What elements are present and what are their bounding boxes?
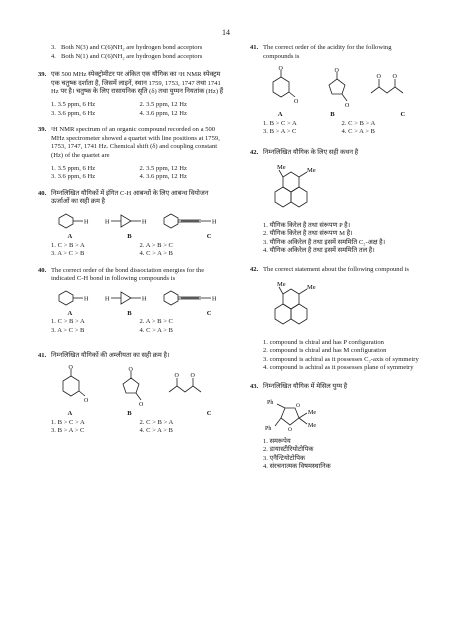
option-text: Both N(1) and C(6)NH₂ are hydrogen bond acceptors xyxy=(61,52,203,60)
svg-text:H: H xyxy=(84,219,89,226)
options xyxy=(263,438,420,472)
structure-labels xyxy=(263,111,420,120)
option: 1. compound is chiral and has P configuration xyxy=(263,338,384,346)
svg-text:H: H xyxy=(105,219,110,226)
question-39-hindi xyxy=(38,71,228,97)
question-text: निम्नलिखित यौगिक में मेसिल युग्म है xyxy=(263,382,348,390)
options xyxy=(263,339,420,373)
question-number: 40. xyxy=(38,266,47,274)
dione-structures-svg xyxy=(263,65,423,109)
svg-text:O: O xyxy=(174,373,179,380)
option: 1. B > C > A xyxy=(51,418,85,426)
option: 1. समरूपेय xyxy=(263,437,291,445)
option: 4. C > A > B xyxy=(139,427,173,435)
option: 3. यौगिक अकिरेल है तथा इसमें सममिति C₂-अक्ष है। xyxy=(263,238,386,246)
dione-structures-svg xyxy=(51,364,226,408)
structure-labels xyxy=(51,233,228,242)
options xyxy=(51,419,228,428)
me-label: Me xyxy=(277,280,286,288)
options xyxy=(51,242,228,251)
dioxolane-svg xyxy=(263,396,333,436)
question-text: निम्नलिखित यौगिक के लिए सही कथन है xyxy=(263,148,359,156)
options xyxy=(263,128,420,137)
option: 3. A > C > B xyxy=(51,250,85,258)
label-c: C xyxy=(400,111,406,119)
options xyxy=(51,101,228,110)
page-number: 14 xyxy=(222,28,230,37)
question-number: 39. xyxy=(38,126,47,134)
svg-text:O: O xyxy=(190,373,195,380)
option: 4. संरचनात्मक विषमस्थानिक xyxy=(263,463,331,471)
options xyxy=(51,173,228,182)
question-43-hindi xyxy=(250,383,420,392)
question-number: 40. xyxy=(38,189,47,197)
option: 1. B > C > A xyxy=(263,119,297,127)
question-number: 42. xyxy=(250,265,259,273)
question-text: निम्नलिखित यौगिकों की अम्लीयता का सही क्रम है। xyxy=(51,351,170,359)
svg-text:H: H xyxy=(212,219,217,226)
label-b: B xyxy=(127,232,132,240)
dioxolane-structure xyxy=(263,396,420,436)
question-number: 39. xyxy=(38,71,47,79)
options xyxy=(263,222,420,256)
option: 4. C > A > B xyxy=(139,327,173,335)
option: 3. 3.6 ppm, 6 Hz xyxy=(51,173,96,181)
option: 4. compound is achiral as it possesses plane of symmetry xyxy=(263,364,414,372)
me-label: Me xyxy=(308,409,316,416)
option: 3. compound is achiral as it possesses C₂-axis of symmetry xyxy=(263,355,419,363)
ch-bond-structures xyxy=(51,211,228,231)
option: 2. डायास्टीरियोटोपिक xyxy=(263,446,314,454)
me-label: Me xyxy=(308,422,316,429)
options xyxy=(51,110,228,119)
option: 2. C > B > A xyxy=(139,418,174,426)
option: 4. C > A > B xyxy=(341,128,375,136)
question-text: The correct statement about the following compound is xyxy=(263,265,409,273)
option: 2. compound is chiral and has M configuration xyxy=(263,347,387,355)
dione-structures xyxy=(263,65,420,109)
question-41-english xyxy=(250,44,420,61)
option: 3. A > C > B xyxy=(51,327,85,335)
option: 1. 3.5 ppm, 6 Hz xyxy=(51,164,96,172)
option: 3. एनैन्टियोटोपिक xyxy=(263,454,306,462)
me-label: Me xyxy=(277,163,286,171)
helicene-structure xyxy=(263,162,420,220)
question-text: The correct order of the acidity for the following compounds is xyxy=(263,44,392,60)
ch-structures-svg xyxy=(51,288,226,308)
option: 3. B > A > C xyxy=(51,427,85,435)
option: 2. 3.5 ppm, 12 Hz xyxy=(139,164,187,172)
svg-text:H: H xyxy=(84,296,89,303)
label-a: A xyxy=(277,111,283,119)
svg-text:H: H xyxy=(105,296,110,303)
ph-label: Ph xyxy=(265,425,272,432)
label-a: A xyxy=(67,232,73,240)
label-b: B xyxy=(127,309,132,317)
options xyxy=(51,427,228,436)
option: 4. 3.6 ppm, 12 Hz xyxy=(139,109,187,117)
option: 2. A > B > C xyxy=(139,318,173,326)
label-b: B xyxy=(127,410,132,418)
me-label: Me xyxy=(307,166,316,174)
ch-bond-structures xyxy=(51,288,228,308)
option: 4. C > A > B xyxy=(139,250,173,258)
option-text: Both N(3) and C(6)NH₂ are hydrogen bond acceptors xyxy=(61,44,203,51)
question-number: 41. xyxy=(250,44,259,51)
question-39-english xyxy=(38,126,228,160)
left-column xyxy=(38,44,228,436)
option: 2. A > B > C xyxy=(139,241,173,249)
question-number: 41. xyxy=(38,351,47,359)
option: 2. C > B > A xyxy=(341,119,376,127)
question-number: 42. xyxy=(250,148,259,156)
question-number: 43. xyxy=(250,382,259,390)
options xyxy=(51,327,228,336)
svg-text:O: O xyxy=(376,74,381,81)
right-column xyxy=(250,44,420,472)
question-text: निम्नलिखित यौगिकों में इंगित C-H आबन्धों के लिए आबन्ध वियोजन ऊर्जाओं का सही क्रम है xyxy=(51,189,209,206)
svg-text:H: H xyxy=(212,296,217,303)
options xyxy=(263,120,420,129)
svg-text:O: O xyxy=(139,402,144,409)
option: 4. 3.6 ppm, 12 Hz xyxy=(139,173,187,181)
ch-structures-svg xyxy=(51,211,226,231)
svg-text:O: O xyxy=(278,66,283,73)
svg-text:O: O xyxy=(294,99,299,106)
q38-tail xyxy=(51,44,228,61)
ph-label: Ph xyxy=(267,399,274,406)
structure-labels xyxy=(51,410,228,419)
label-c: C xyxy=(206,232,212,240)
svg-text:O: O xyxy=(334,68,339,75)
option: 2. यौगिक किरेल है तथा संरूपण M है। xyxy=(263,230,353,238)
label-c: C xyxy=(206,410,212,418)
option-number: 4. xyxy=(51,52,56,60)
question-40-hindi xyxy=(38,190,228,207)
question-40-english xyxy=(38,267,228,284)
svg-text:O: O xyxy=(68,365,73,372)
question-42-hindi xyxy=(250,149,420,158)
option-number: 3. xyxy=(51,44,56,51)
option: 1. 3.5 ppm, 6 Hz xyxy=(51,100,96,108)
svg-text:O: O xyxy=(288,426,292,433)
svg-text:O: O xyxy=(84,398,89,405)
label-b: B xyxy=(330,111,335,119)
question-41-hindi xyxy=(38,352,228,361)
option: 3. B > A > C xyxy=(263,128,297,136)
question-text: एक 500 MHz स्पेक्ट्रोमीटर पर अंकित एक यौगिक का ¹H NMR स्पेक्ट्रम एक चतुष्क दर्शाता है, जिसमें लाइनें, स्थान 1759, 1753, 1747 तथा 1741 Hz पर है। चतुष्क के लिए रासायनिक सृति (δ) तथा युग्मन नियतांक (Hz) हैं xyxy=(51,71,224,96)
svg-text:O: O xyxy=(128,367,133,374)
structure-labels xyxy=(51,310,228,319)
helicene-svg xyxy=(263,279,333,337)
option: 1. यौगिक किरेल है तथा संरूपण P है। xyxy=(263,221,351,229)
dione-structures xyxy=(51,364,228,408)
option: 1. C > B > A xyxy=(51,241,85,249)
question-text: The correct order of the bond dissociation energies for the indicated C-H bond in following compounds is xyxy=(51,266,205,283)
svg-text:H: H xyxy=(142,296,147,303)
question-text: ¹H NMR spectrum of an organic compound recorded on a 500 MHz spectrometer showed a quartet with line positions at 1759, 1753, 1747, 1741 Hz. Chemical shift (δ) and coupling constant (Hz) of the quartet are xyxy=(51,126,220,159)
label-c: C xyxy=(206,309,212,317)
label-a: A xyxy=(67,410,73,418)
svg-text:O: O xyxy=(296,402,300,409)
question-42-english xyxy=(250,266,420,275)
options xyxy=(51,250,228,259)
option: 3. 3.6 ppm, 6 Hz xyxy=(51,109,96,117)
helicene-structure xyxy=(263,279,420,337)
options xyxy=(51,165,228,174)
helicene-svg xyxy=(263,162,333,220)
option: 1. C > B > A xyxy=(51,318,85,326)
options xyxy=(51,318,228,327)
me-label: Me xyxy=(307,283,316,291)
svg-text:O: O xyxy=(392,74,397,81)
svg-text:H: H xyxy=(142,219,147,226)
svg-text:O: O xyxy=(345,103,350,110)
option: 2. 3.5 ppm, 12 Hz xyxy=(139,100,187,108)
option: 4. यौगिक अकिरेल है तथा इसमें सममिति तल है। xyxy=(263,247,375,255)
label-a: A xyxy=(67,309,73,317)
